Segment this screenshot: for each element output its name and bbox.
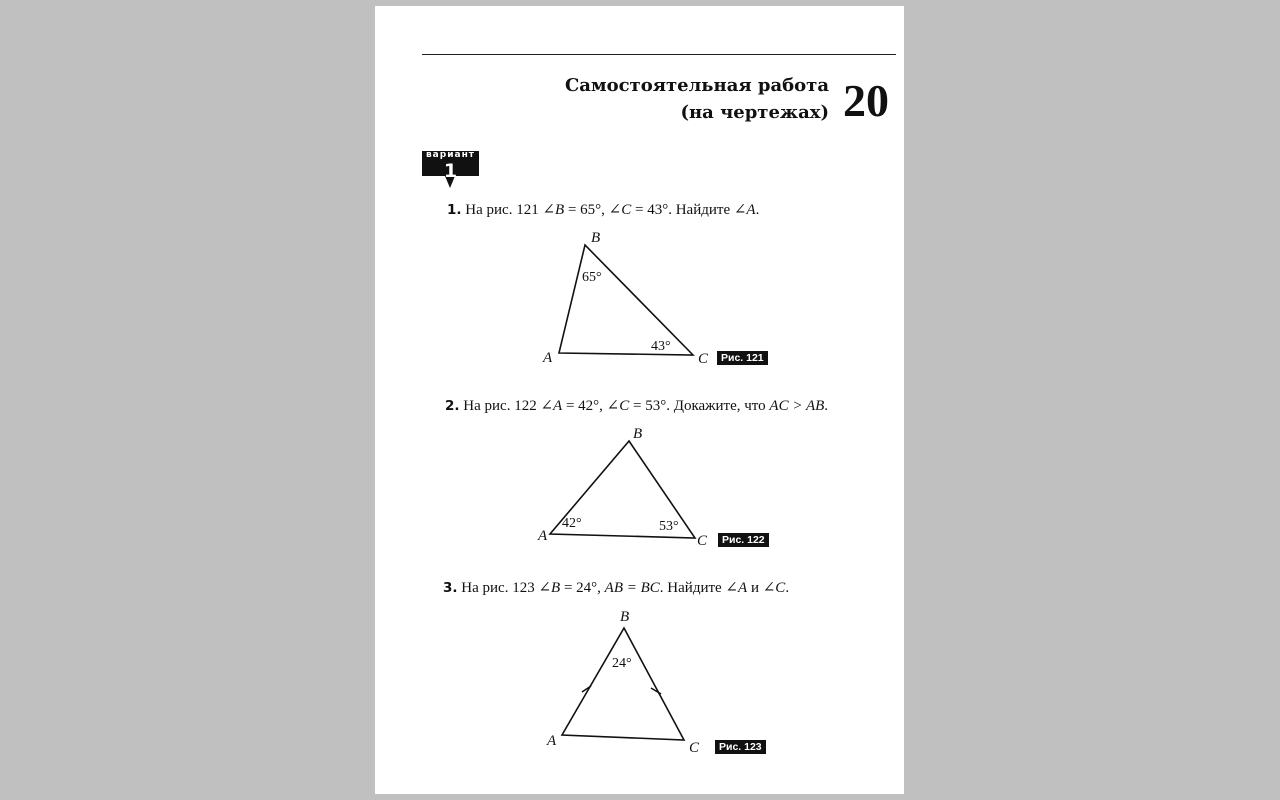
fig-121-angle-c: 43°	[651, 339, 671, 354]
task-2-text: = 53°. Докажите, что	[629, 398, 770, 414]
task-3-text: . Найдите ∠	[659, 580, 739, 596]
task-3-var: AB = BC	[604, 580, 660, 596]
task-1-text: = 65°, ∠	[564, 202, 622, 218]
fig-123-vertex-a: A	[547, 733, 557, 749]
fig-122-caption: Рис. 122	[718, 533, 769, 547]
task-1-var: C	[621, 202, 632, 218]
task-2-text: = 42°, ∠	[562, 398, 620, 414]
task-1-text: На рис. 121 ∠	[465, 202, 556, 218]
variant-word: вариант	[425, 150, 476, 160]
task-1-text: .	[755, 202, 760, 218]
fig-123-angle-b: 24°	[612, 656, 632, 671]
fig-122-angle-c: 53°	[659, 519, 679, 534]
fig-121-caption: Рис. 121	[717, 351, 768, 365]
task-2-var: AC > AB	[769, 398, 825, 414]
fig-121-vertex-c: C	[698, 351, 709, 367]
fig-123-vertex-b: B	[620, 609, 630, 625]
title-line-2: (на чертежах)	[680, 102, 829, 123]
figure-123-triangle	[375, 6, 904, 794]
task-1-text: = 43°. Найдите ∠	[631, 202, 747, 218]
task-3-text: и ∠	[747, 580, 776, 596]
fig-123-caption: Рис. 123	[715, 740, 766, 754]
worksheet-page	[375, 6, 904, 794]
task-3-number: 3.	[443, 580, 458, 596]
task-2-text: На рис. 122 ∠	[463, 398, 554, 414]
task-2-text: .	[824, 398, 829, 414]
task-2-var: A	[553, 398, 563, 414]
task-3-text: = 24°,	[560, 580, 605, 596]
title-line-1: Самостоятельная работа	[564, 75, 829, 96]
task-3-var: A	[738, 580, 748, 596]
fig-121-vertex-b: B	[591, 230, 601, 246]
fig-123-tick-ab	[582, 686, 591, 692]
task-3-var: B	[551, 580, 561, 596]
task-1-var: A	[746, 202, 756, 218]
fig-122-vertex-b: B	[633, 426, 643, 442]
task-3-text: .	[785, 580, 790, 596]
fig-122-angle-a: 42°	[562, 516, 582, 531]
task-2-var: C	[619, 398, 630, 414]
fig-121-vertex-a: A	[543, 350, 553, 366]
work-number: 20	[843, 75, 889, 126]
variant-number: 1	[443, 160, 458, 182]
task-3-var: C	[775, 580, 786, 596]
task-2-number: 2.	[445, 398, 460, 414]
fig-121-angle-b: 65°	[582, 270, 602, 285]
fig-123-vertex-c: C	[689, 740, 700, 756]
task-3-text: На рис. 123 ∠	[461, 580, 552, 596]
fig-122-vertex-c: C	[697, 533, 708, 549]
task-1-number: 1.	[447, 202, 462, 218]
task-1-var: B	[555, 202, 565, 218]
fig-122-vertex-a: A	[538, 528, 548, 544]
